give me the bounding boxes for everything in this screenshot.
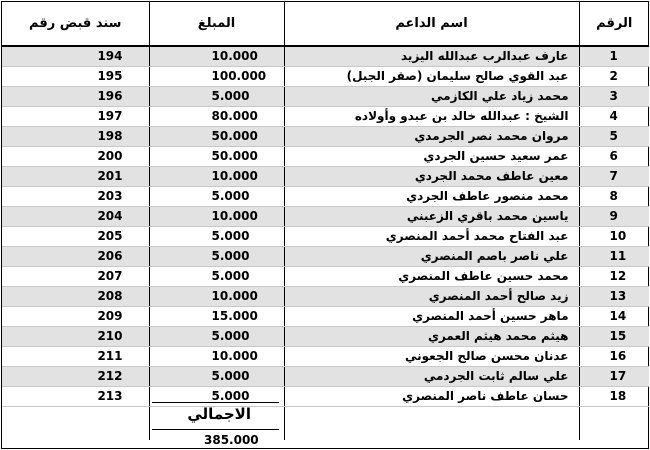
row-number-cell: 11 bbox=[579, 247, 649, 267]
amount-cell: 15.000 bbox=[149, 307, 284, 327]
total-label: الاجمالي bbox=[152, 402, 279, 424]
donor-name-cell: عمر سعيد حسين الجردي bbox=[284, 147, 579, 167]
header-amount: المبلغ bbox=[149, 2, 284, 46]
amount-cell: 5.000 bbox=[149, 367, 284, 387]
row-number-cell: 6 bbox=[579, 147, 649, 167]
donor-name-cell: هيثم محمد هيثم العمري bbox=[284, 327, 579, 347]
table-row bbox=[2, 347, 649, 367]
row-number-cell: 2 bbox=[579, 67, 649, 87]
table-row bbox=[2, 327, 649, 347]
filler-cell bbox=[2, 407, 149, 441]
donor-name-cell: علي سالم ثابت الجردمي bbox=[284, 367, 579, 387]
table-row bbox=[2, 307, 649, 327]
table-row bbox=[2, 247, 649, 267]
amount-cell: 5.000 bbox=[149, 187, 284, 207]
amount-cell: 5.000 bbox=[149, 267, 284, 287]
receipt-number-cell: 208 bbox=[2, 287, 149, 307]
receipt-number-cell: 195 bbox=[2, 67, 149, 87]
amount-cell: 50.000 bbox=[149, 127, 284, 147]
table-row bbox=[2, 87, 649, 107]
donor-name-cell: ياسين محمد باقري الزعبني bbox=[284, 207, 579, 227]
donation-sheet bbox=[1, 1, 649, 449]
receipt-number-cell: 209 bbox=[2, 307, 149, 327]
header-row bbox=[2, 2, 649, 46]
donor-name-cell: معين عاطف محمد الجردي bbox=[284, 167, 579, 187]
receipt-number-cell: 196 bbox=[2, 87, 149, 107]
row-number-cell: 8 bbox=[579, 187, 649, 207]
row-number-cell: 13 bbox=[579, 287, 649, 307]
row-number-cell: 4 bbox=[579, 107, 649, 127]
row-number-cell: 15 bbox=[579, 327, 649, 347]
table-row bbox=[2, 207, 649, 227]
receipt-number-cell: 194 bbox=[2, 46, 149, 67]
receipt-number-cell: 207 bbox=[2, 267, 149, 287]
table-row bbox=[2, 46, 649, 67]
filler-cell bbox=[284, 407, 579, 441]
table-row bbox=[2, 127, 649, 147]
donor-name-cell: علي ناصر باصم المنصري bbox=[284, 247, 579, 267]
table-row bbox=[2, 227, 649, 247]
receipt-number-cell: 198 bbox=[2, 127, 149, 147]
donor-name-cell: حسان عاطف ناصر المنصري bbox=[284, 387, 579, 407]
row-number-cell: 18 bbox=[579, 387, 649, 407]
header-number: الرقم bbox=[579, 2, 649, 46]
table-row bbox=[2, 187, 649, 207]
amount-cell: 10.000 bbox=[149, 287, 284, 307]
donor-name-cell: ماهر حسين أحمد المنصري bbox=[284, 307, 579, 327]
row-number-cell: 10 bbox=[579, 227, 649, 247]
amount-cell: 10.000 bbox=[149, 167, 284, 187]
row-number-cell: 14 bbox=[579, 307, 649, 327]
amount-cell: 5.000 bbox=[149, 87, 284, 107]
donor-name-cell: مروان محمد نصر الجرمدي bbox=[284, 127, 579, 147]
receipt-number-cell: 203 bbox=[2, 187, 149, 207]
row-number-cell: 3 bbox=[579, 87, 649, 107]
receipt-number-cell: 205 bbox=[2, 227, 149, 247]
amount-cell: 80.000 bbox=[149, 107, 284, 127]
donor-name-cell: زيد صالح أحمد المنصري bbox=[284, 287, 579, 307]
filler-cell bbox=[579, 407, 649, 441]
donor-name-cell: عبد الفتاح محمد أحمد المنصري bbox=[284, 227, 579, 247]
amount-cell: 5.000 bbox=[149, 387, 284, 407]
row-number-cell: 5 bbox=[579, 127, 649, 147]
donor-name-cell: عبد القوي صالح سليمان (صقر الجبل) bbox=[284, 67, 579, 87]
header-donor: اسم الداعم bbox=[284, 2, 579, 46]
header-receipt: سند قبض رقم bbox=[2, 2, 149, 46]
row-number-cell: 17 bbox=[579, 367, 649, 387]
row-number-cell: 9 bbox=[579, 207, 649, 227]
amount-cell: 10.000 bbox=[149, 347, 284, 367]
donor-name-cell: عارف عبدالرب عبدالله اليزيد bbox=[284, 46, 579, 67]
table-filler-row bbox=[2, 407, 649, 441]
receipt-number-cell: 212 bbox=[2, 367, 149, 387]
receipt-number-cell: 200 bbox=[2, 147, 149, 167]
amount-cell: 5.000 bbox=[149, 247, 284, 267]
table-row bbox=[2, 387, 649, 407]
table-row bbox=[2, 287, 649, 307]
row-number-cell: 16 bbox=[579, 347, 649, 367]
total-value: 385.000 bbox=[152, 429, 279, 449]
donor-name-cell: الشيخ : عبدالله خالد بن عبدو وأولاده bbox=[284, 107, 579, 127]
receipt-number-cell: 206 bbox=[2, 247, 149, 267]
row-number-cell: 12 bbox=[579, 267, 649, 287]
amount-cell: 50.000 bbox=[149, 147, 284, 167]
amount-cell: 5.000 bbox=[149, 227, 284, 247]
donor-name-cell: محمد حسين عاطف المنصري bbox=[284, 267, 579, 287]
receipt-number-cell: 210 bbox=[2, 327, 149, 347]
receipt-number-cell: 213 bbox=[2, 387, 149, 407]
amount-cell: 10.000 bbox=[149, 46, 284, 67]
table-row bbox=[2, 67, 649, 87]
amount-cell: 10.000 bbox=[149, 207, 284, 227]
receipt-number-cell: 204 bbox=[2, 207, 149, 227]
row-number-cell: 7 bbox=[579, 167, 649, 187]
table-row bbox=[2, 367, 649, 387]
amount-cell: 100.000 bbox=[149, 67, 284, 87]
table-row bbox=[2, 167, 649, 187]
table-row bbox=[2, 147, 649, 167]
table-row bbox=[2, 107, 649, 127]
donor-name-cell: محمد زياد علي الكازمي bbox=[284, 87, 579, 107]
table-row bbox=[2, 267, 649, 287]
donor-name-cell: عدنان محسن صالح الجعوني bbox=[284, 347, 579, 367]
receipt-number-cell: 211 bbox=[2, 347, 149, 367]
receipt-number-cell: 201 bbox=[2, 167, 149, 187]
donor-name-cell: محمد منصور عاطف الجردي bbox=[284, 187, 579, 207]
receipt-number-cell: 197 bbox=[2, 107, 149, 127]
row-number-cell: 1 bbox=[579, 46, 649, 67]
amount-cell: 5.000 bbox=[149, 327, 284, 347]
donations-table bbox=[2, 2, 649, 440]
